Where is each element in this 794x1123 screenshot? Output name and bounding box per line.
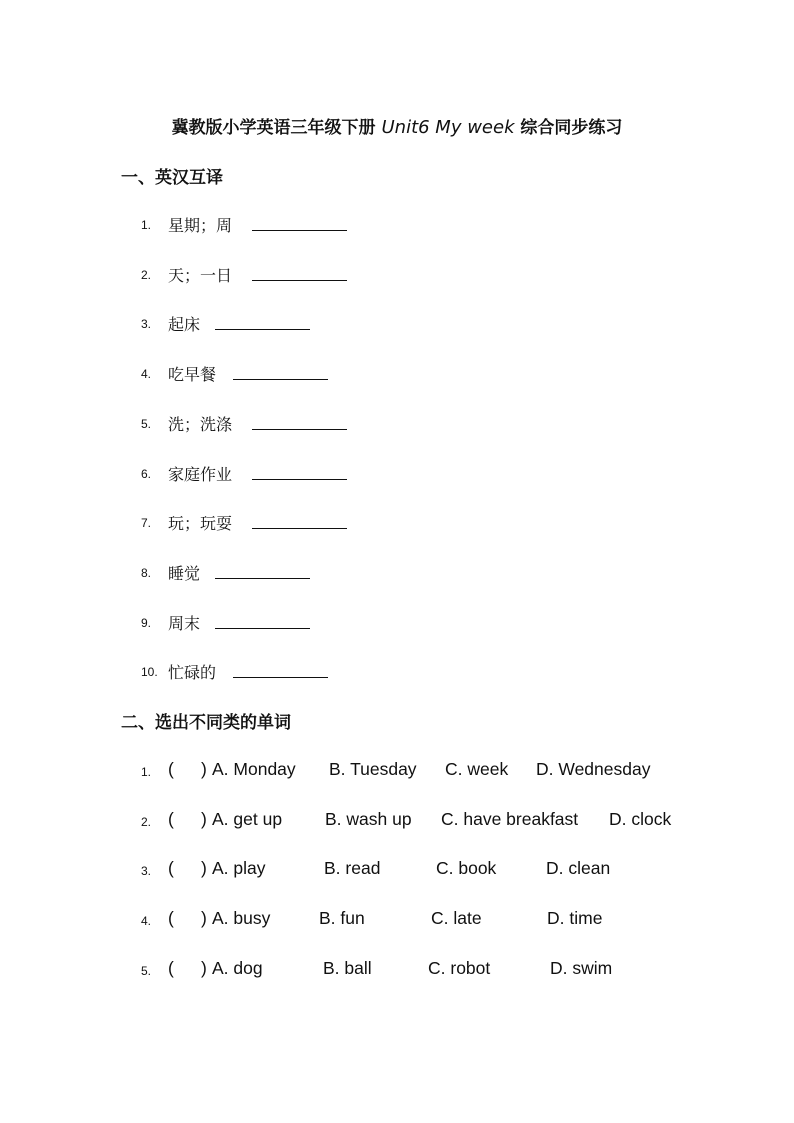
option-d: D. Wednesday bbox=[536, 759, 651, 779]
item-number: 6. bbox=[141, 466, 152, 481]
vocab-prompt: 玩；玩耍 bbox=[168, 514, 233, 534]
option-d: D. clean bbox=[546, 858, 611, 879]
answer-paren-close[interactable]: ) bbox=[201, 908, 207, 929]
vocab-prompt: 吃早餐 bbox=[168, 365, 217, 385]
option-a: A. busy bbox=[212, 908, 271, 929]
vocab-prompt: 家庭作业 bbox=[168, 464, 233, 484]
item-number: 2. bbox=[141, 814, 152, 829]
answer-paren-open[interactable]: ( bbox=[168, 858, 174, 879]
option-c: C. robot bbox=[428, 957, 491, 978]
answer-blank[interactable] bbox=[215, 628, 310, 629]
answer-blank[interactable] bbox=[252, 429, 347, 430]
answer-blank[interactable] bbox=[233, 379, 328, 380]
option-b: B. ball bbox=[323, 957, 372, 978]
item-number: 3. bbox=[141, 317, 152, 332]
answer-paren-close[interactable]: ) bbox=[201, 957, 207, 978]
answer-paren-open[interactable]: ( bbox=[168, 759, 174, 779]
item-number: 4. bbox=[141, 367, 152, 382]
page-title bbox=[0, 113, 794, 138]
item-number: 7. bbox=[141, 516, 152, 531]
section-1-heading: 一、英汉互译 bbox=[121, 168, 223, 188]
vocab-prompt: 忙碌的 bbox=[168, 663, 217, 683]
vocab-prompt: 睡觉 bbox=[168, 563, 201, 583]
title-zh-before: 冀教版小学英语三年级下册 bbox=[171, 118, 376, 138]
option-a: A. dog bbox=[212, 957, 263, 978]
item-number: 10. bbox=[141, 665, 158, 680]
answer-paren-close[interactable]: ) bbox=[201, 808, 207, 829]
answer-blank[interactable] bbox=[252, 280, 347, 281]
option-b: B. wash up bbox=[325, 808, 412, 829]
item-number: 8. bbox=[141, 565, 152, 580]
option-c: C. have breakfast bbox=[441, 808, 579, 829]
answer-paren-close[interactable]: ) bbox=[201, 858, 207, 879]
item-number: 3. bbox=[141, 864, 152, 879]
option-b: B. read bbox=[324, 858, 381, 879]
title-en: Unit6 My week bbox=[381, 117, 515, 138]
section-2-heading: 二、选出不同类的单词 bbox=[121, 713, 291, 733]
option-d: D. time bbox=[547, 908, 603, 929]
item-number: 1. bbox=[141, 765, 152, 779]
option-b: B. fun bbox=[319, 908, 365, 929]
option-a: A. Monday bbox=[212, 759, 296, 779]
answer-blank[interactable] bbox=[233, 677, 328, 678]
vocab-prompt: 星期；周 bbox=[168, 216, 233, 235]
option-d: D. clock bbox=[609, 808, 672, 829]
vocab-prompt: 天；一日 bbox=[168, 265, 233, 285]
option-a: A. play bbox=[212, 858, 266, 879]
option-c: C. late bbox=[431, 908, 482, 929]
answer-paren-open[interactable]: ( bbox=[168, 908, 174, 929]
item-number: 5. bbox=[141, 416, 152, 431]
option-d: D. swim bbox=[550, 957, 613, 978]
vocab-prompt: 周末 bbox=[168, 613, 201, 633]
vocab-prompt: 洗；洗涤 bbox=[168, 414, 233, 434]
vocab-prompt: 起床 bbox=[168, 315, 201, 335]
item-number: 5. bbox=[141, 963, 152, 978]
item-number: 4. bbox=[141, 914, 152, 929]
option-a: A. get up bbox=[212, 808, 283, 829]
answer-paren-open[interactable]: ( bbox=[168, 808, 174, 829]
item-number: 9. bbox=[141, 615, 152, 630]
answer-blank[interactable] bbox=[252, 230, 347, 231]
answer-paren-close[interactable]: ) bbox=[201, 759, 207, 779]
answer-blank[interactable] bbox=[252, 528, 347, 529]
option-c: C. book bbox=[436, 858, 497, 879]
item-number: 2. bbox=[141, 267, 152, 282]
answer-blank[interactable] bbox=[215, 329, 310, 330]
option-c: C. week bbox=[445, 759, 509, 779]
item-number: 1. bbox=[141, 218, 152, 232]
option-b: B. Tuesday bbox=[329, 759, 417, 779]
answer-blank[interactable] bbox=[215, 578, 310, 579]
title-zh-after: 综合同步练习 bbox=[520, 118, 623, 138]
answer-paren-open[interactable]: ( bbox=[168, 957, 174, 978]
answer-blank[interactable] bbox=[252, 479, 347, 480]
